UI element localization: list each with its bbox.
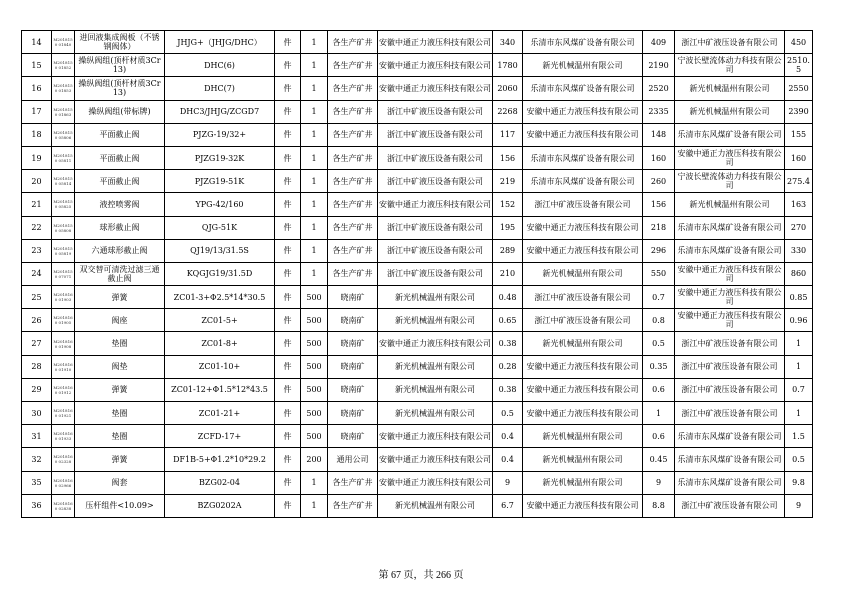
price-1-cell: 0.4 <box>493 425 523 448</box>
price-1-cell: 9 <box>493 471 523 494</box>
seq-cell: 24 <box>22 262 52 285</box>
price-2-cell: 2520 <box>643 77 675 100</box>
quantity-cell: 500 <box>301 402 328 425</box>
item-name-cell: 双交替可清洗过滤三通截止阀 <box>75 262 165 285</box>
price-2-cell: 0.7 <box>643 286 675 309</box>
supplier-1-cell: 新光机械温州有限公司 <box>378 494 493 517</box>
price-2-cell: 218 <box>643 216 675 239</box>
supplier-2-cell: 新光机械温州有限公司 <box>523 262 643 285</box>
supplier-1-cell: 新光机械温州有限公司 <box>378 309 493 332</box>
item-name-cell: 液控喷雾阀 <box>75 193 165 216</box>
material-code-cell: M2018150 05819 <box>52 239 75 262</box>
quantity-cell: 1 <box>301 216 328 239</box>
material-code-cell: M2018160 01910 <box>52 355 75 378</box>
supplier-3-cell: 安徽中通正力液压科技有限公司 <box>675 146 785 169</box>
unit-cell: 件 <box>275 332 301 355</box>
price-3-cell: 1.5 <box>785 425 813 448</box>
quantity-cell: 1 <box>301 100 328 123</box>
table-row <box>22 355 813 378</box>
price-1-cell: 0.28 <box>493 355 523 378</box>
price-3-cell: 0.7 <box>785 378 813 401</box>
price-1-cell: 0.5 <box>493 402 523 425</box>
price-1-cell: 0.48 <box>493 286 523 309</box>
unit-cell: 件 <box>275 309 301 332</box>
price-2-cell: 0.6 <box>643 378 675 401</box>
seq-cell: 20 <box>22 170 52 193</box>
supplier-3-cell: 乐清市东风煤矿设备有限公司 <box>675 216 785 239</box>
item-name-cell: 弹簧 <box>75 448 165 471</box>
supplier-3-cell: 新光机械温州有限公司 <box>675 77 785 100</box>
supplier-1-cell: 浙江中矿液压设备有限公司 <box>378 146 493 169</box>
table-row <box>22 286 813 309</box>
quantity-cell: 500 <box>301 355 328 378</box>
quantity-cell: 1 <box>301 193 328 216</box>
supplier-1-cell: 安徽中通正力液压科技有限公司 <box>378 54 493 77</box>
supplier-3-cell: 浙江中矿液压设备有限公司 <box>675 378 785 401</box>
item-name-cell: 六通球形截止阀 <box>75 239 165 262</box>
price-3-cell: 2510.5 <box>785 54 813 77</box>
supplier-3-cell: 乐清市东风煤矿设备有限公司 <box>675 123 785 146</box>
material-code-cell: M2018160 01912 <box>52 378 75 401</box>
user-unit-cell: 各生产矿井 <box>328 77 378 100</box>
supplier-1-cell: 安徽中通正力液压科技有限公司 <box>378 332 493 355</box>
supplier-2-cell: 安徽中通正力液压科技有限公司 <box>523 402 643 425</box>
price-3-cell: 1 <box>785 355 813 378</box>
table-row <box>22 77 813 100</box>
supplier-3-cell: 安徽中通正力液压科技有限公司 <box>675 309 785 332</box>
table-row <box>22 471 813 494</box>
quantity-cell: 200 <box>301 448 328 471</box>
price-2-cell: 296 <box>643 239 675 262</box>
quantity-cell: 1 <box>301 123 328 146</box>
supplier-3-cell: 乐清市东风煤矿设备有限公司 <box>675 471 785 494</box>
price-1-cell: 210 <box>493 262 523 285</box>
supplier-3-cell: 新光机械温州有限公司 <box>675 193 785 216</box>
unit-cell: 件 <box>275 425 301 448</box>
supplier-2-cell: 安徽中通正力液压科技有限公司 <box>523 239 643 262</box>
user-unit-cell: 晓南矿 <box>328 425 378 448</box>
price-2-cell: 2335 <box>643 100 675 123</box>
supplier-2-cell: 乐清市东风煤矿设备有限公司 <box>523 77 643 100</box>
spec-cell: QJG-51K <box>165 216 275 239</box>
user-unit-cell: 各生产矿井 <box>328 31 378 54</box>
seq-cell: 31 <box>22 425 52 448</box>
supplier-3-cell: 宁波长壁流体动力科技有限公司 <box>675 54 785 77</box>
spec-cell: BZG0202A <box>165 494 275 517</box>
supplier-3-cell: 浙江中矿液压设备有限公司 <box>675 31 785 54</box>
supplier-3-cell: 新光机械温州有限公司 <box>675 100 785 123</box>
seq-cell: 16 <box>22 77 52 100</box>
seq-cell: 35 <box>22 471 52 494</box>
material-code-cell: M2018150 01853 <box>52 77 75 100</box>
price-1-cell: 152 <box>493 193 523 216</box>
supplier-1-cell: 安徽中通正力液压科技有限公司 <box>378 425 493 448</box>
material-code-cell: M2018150 05814 <box>52 170 75 193</box>
price-2-cell: 0.5 <box>643 332 675 355</box>
item-name-cell: 阀垫 <box>75 355 165 378</box>
unit-cell: 件 <box>275 262 301 285</box>
material-code-cell: M2018150 05811 <box>52 146 75 169</box>
price-2-cell: 8.8 <box>643 494 675 517</box>
price-3-cell: 2390 <box>785 100 813 123</box>
supplier-3-cell: 浙江中矿液压设备有限公司 <box>675 332 785 355</box>
page-footer: 第 67 页，共 266 页 <box>378 570 464 581</box>
spec-cell: ZC01-3+Φ2.5*14*30.5 <box>165 286 275 309</box>
supplier-3-cell: 宁波长壁流体动力科技有限公司 <box>675 170 785 193</box>
seq-cell: 30 <box>22 402 52 425</box>
supplier-2-cell: 乐清市东风煤矿设备有限公司 <box>523 31 643 54</box>
quantity-cell: 500 <box>301 309 328 332</box>
unit-cell: 件 <box>275 286 301 309</box>
supplier-2-cell: 安徽中通正力液压科技有限公司 <box>523 216 643 239</box>
price-3-cell: 163 <box>785 193 813 216</box>
quantity-cell: 500 <box>301 286 328 309</box>
material-code-cell: M2018150 05806 <box>52 123 75 146</box>
item-name-cell: 压杆组件<10.09> <box>75 494 165 517</box>
user-unit-cell: 晓南矿 <box>328 378 378 401</box>
price-1-cell: 0.65 <box>493 309 523 332</box>
unit-cell: 件 <box>275 494 301 517</box>
price-3-cell: 0.96 <box>785 309 813 332</box>
table-row <box>22 402 813 425</box>
user-unit-cell: 各生产矿井 <box>328 54 378 77</box>
supplier-3-cell: 浙江中矿液压设备有限公司 <box>675 355 785 378</box>
supplier-1-cell: 安徽中通正力液压科技有限公司 <box>378 448 493 471</box>
quantity-cell: 1 <box>301 170 328 193</box>
price-2-cell: 9 <box>643 471 675 494</box>
supplier-1-cell: 浙江中矿液压设备有限公司 <box>378 170 493 193</box>
supplier-1-cell: 新光机械温州有限公司 <box>378 402 493 425</box>
supplier-1-cell: 浙江中矿液压设备有限公司 <box>378 262 493 285</box>
price-2-cell: 160 <box>643 146 675 169</box>
price-3-cell: 155 <box>785 123 813 146</box>
price-2-cell: 0.45 <box>643 448 675 471</box>
user-unit-cell: 各生产矿井 <box>328 100 378 123</box>
supplier-1-cell: 新光机械温州有限公司 <box>378 355 493 378</box>
supplier-1-cell: 新光机械温州有限公司 <box>378 378 493 401</box>
table-row <box>22 216 813 239</box>
price-3-cell: 9.8 <box>785 471 813 494</box>
supplier-1-cell: 安徽中通正力液压科技有限公司 <box>378 471 493 494</box>
user-unit-cell: 晓南矿 <box>328 309 378 332</box>
item-name-cell: 弹簧 <box>75 378 165 401</box>
quantity-cell: 1 <box>301 239 328 262</box>
unit-cell: 件 <box>275 448 301 471</box>
table-row <box>22 448 813 471</box>
user-unit-cell: 晓南矿 <box>328 332 378 355</box>
supplier-3-cell: 乐清市东风煤矿设备有限公司 <box>675 448 785 471</box>
spec-cell: ZC01-5+ <box>165 309 275 332</box>
user-unit-cell: 各生产矿井 <box>328 262 378 285</box>
supplier-1-cell: 浙江中矿液压设备有限公司 <box>378 239 493 262</box>
material-code-cell: M2018160 01908 <box>52 332 75 355</box>
spec-cell: DHC(7) <box>165 77 275 100</box>
unit-cell: 件 <box>275 100 301 123</box>
user-unit-cell: 晓南矿 <box>328 286 378 309</box>
price-3-cell: 9 <box>785 494 813 517</box>
material-code-cell: M2018160 02838 <box>52 494 75 517</box>
table-row <box>22 309 813 332</box>
table-row <box>22 378 813 401</box>
material-code-cell: M2018160 01903 <box>52 286 75 309</box>
supplier-3-cell: 安徽中通正力液压科技有限公司 <box>675 262 785 285</box>
supplier-3-cell: 浙江中矿液压设备有限公司 <box>675 402 785 425</box>
supplier-2-cell: 浙江中矿液压设备有限公司 <box>523 193 643 216</box>
supplier-2-cell: 新光机械温州有限公司 <box>523 54 643 77</box>
seq-cell: 28 <box>22 355 52 378</box>
supplier-2-cell: 新光机械温州有限公司 <box>523 471 643 494</box>
unit-cell: 件 <box>275 77 301 100</box>
item-name-cell: 平面截止阀 <box>75 123 165 146</box>
item-name-cell: 平面截止阀 <box>75 170 165 193</box>
unit-cell: 件 <box>275 378 301 401</box>
spec-cell: ZC01-10+ <box>165 355 275 378</box>
spec-cell: PJZG-19/32+ <box>165 123 275 146</box>
unit-cell: 件 <box>275 471 301 494</box>
seq-cell: 32 <box>22 448 52 471</box>
item-name-cell: 弹簧 <box>75 286 165 309</box>
seq-cell: 14 <box>22 31 52 54</box>
price-1-cell: 289 <box>493 239 523 262</box>
spec-cell: BZG02-04 <box>165 471 275 494</box>
price-1-cell: 6.7 <box>493 494 523 517</box>
unit-cell: 件 <box>275 170 301 193</box>
user-unit-cell: 通用公司 <box>328 448 378 471</box>
table-row <box>22 262 813 285</box>
price-2-cell: 0.35 <box>643 355 675 378</box>
seq-cell: 25 <box>22 286 52 309</box>
table-body <box>22 31 813 518</box>
material-code-cell: M2018150 07071 <box>52 262 75 285</box>
item-name-cell: 操纵阀组(顶杆材质3Cr13) <box>75 54 165 77</box>
item-name-cell: 平面截止阀 <box>75 146 165 169</box>
user-unit-cell: 各生产矿井 <box>328 123 378 146</box>
table-row <box>22 425 813 448</box>
price-1-cell: 2060 <box>493 77 523 100</box>
material-code-cell: M2018150 01840 <box>52 31 75 54</box>
quantity-cell: 1 <box>301 31 328 54</box>
item-name-cell: 垫圈 <box>75 402 165 425</box>
spec-cell: ZC01-8+ <box>165 332 275 355</box>
price-1-cell: 0.38 <box>493 332 523 355</box>
quantity-cell: 1 <box>301 146 328 169</box>
spec-cell: KQGJG19/31.5D <box>165 262 275 285</box>
price-1-cell: 156 <box>493 146 523 169</box>
price-3-cell: 450 <box>785 31 813 54</box>
supplier-2-cell: 安徽中通正力液压科技有限公司 <box>523 355 643 378</box>
user-unit-cell: 各生产矿井 <box>328 193 378 216</box>
quantity-cell: 1 <box>301 77 328 100</box>
price-1-cell: 0.4 <box>493 448 523 471</box>
price-1-cell: 195 <box>493 216 523 239</box>
table-row <box>22 170 813 193</box>
price-3-cell: 0.85 <box>785 286 813 309</box>
price-2-cell: 550 <box>643 262 675 285</box>
supplier-1-cell: 新光机械温州有限公司 <box>378 286 493 309</box>
supplier-3-cell: 浙江中矿液压设备有限公司 <box>675 494 785 517</box>
item-name-cell: 垫圈 <box>75 425 165 448</box>
seq-cell: 22 <box>22 216 52 239</box>
material-code-cell: M2018160 01921 <box>52 402 75 425</box>
table-row <box>22 146 813 169</box>
table-row <box>22 193 813 216</box>
unit-cell: 件 <box>275 239 301 262</box>
supplier-3-cell: 乐清市东风煤矿设备有限公司 <box>675 239 785 262</box>
spec-cell: PJZG19-51K <box>165 170 275 193</box>
material-code-cell: M2018150 01863 <box>52 100 75 123</box>
spec-cell: YPG-42/160 <box>165 193 275 216</box>
item-name-cell: 阀套 <box>75 471 165 494</box>
price-1-cell: 0.38 <box>493 378 523 401</box>
seq-cell: 19 <box>22 146 52 169</box>
seq-cell: 21 <box>22 193 52 216</box>
seq-cell: 26 <box>22 309 52 332</box>
supplier-3-cell: 安徽中通正力液压科技有限公司 <box>675 286 785 309</box>
supplier-2-cell: 浙江中矿液压设备有限公司 <box>523 286 643 309</box>
spec-cell: DHC3/JHJG/ZCGD7 <box>165 100 275 123</box>
item-name-cell: 垫圈 <box>75 332 165 355</box>
table-row <box>22 54 813 77</box>
item-name-cell: 进回液集成阀板（不锈钢阀体） <box>75 31 165 54</box>
table-row <box>22 100 813 123</box>
price-3-cell: 0.5 <box>785 448 813 471</box>
spec-cell: ZCFD-17+ <box>165 425 275 448</box>
price-2-cell: 148 <box>643 123 675 146</box>
item-name-cell: 阀座 <box>75 309 165 332</box>
price-3-cell: 275.4 <box>785 170 813 193</box>
spec-cell: QJ19/13/31.5S <box>165 239 275 262</box>
table-row <box>22 494 813 517</box>
price-2-cell: 260 <box>643 170 675 193</box>
seq-cell: 23 <box>22 239 52 262</box>
unit-cell: 件 <box>275 123 301 146</box>
price-2-cell: 0.6 <box>643 425 675 448</box>
table-row <box>22 123 813 146</box>
seq-cell: 29 <box>22 378 52 401</box>
unit-cell: 件 <box>275 216 301 239</box>
supplier-1-cell: 安徽中通正力液压科技有限公司 <box>378 77 493 100</box>
table-row <box>22 239 813 262</box>
unit-cell: 件 <box>275 31 301 54</box>
price-1-cell: 117 <box>493 123 523 146</box>
user-unit-cell: 各生产矿井 <box>328 494 378 517</box>
user-unit-cell: 各生产矿井 <box>328 146 378 169</box>
unit-cell: 件 <box>275 54 301 77</box>
supplier-1-cell: 安徽中通正力液压科技有限公司 <box>378 31 493 54</box>
quantity-cell: 1 <box>301 54 328 77</box>
price-3-cell: 1 <box>785 332 813 355</box>
table-row <box>22 31 813 54</box>
price-1-cell: 2268 <box>493 100 523 123</box>
quantity-cell: 500 <box>301 425 328 448</box>
price-1-cell: 340 <box>493 31 523 54</box>
material-code-cell: M2018160 01905 <box>52 309 75 332</box>
unit-cell: 件 <box>275 146 301 169</box>
user-unit-cell: 各生产矿井 <box>328 239 378 262</box>
price-3-cell: 330 <box>785 239 813 262</box>
supplier-3-cell: 乐清市东风煤矿设备有限公司 <box>675 425 785 448</box>
supplier-2-cell: 安徽中通正力液压科技有限公司 <box>523 494 643 517</box>
supplier-2-cell: 乐清市东风煤矿设备有限公司 <box>523 170 643 193</box>
supplier-2-cell: 新光机械温州有限公司 <box>523 448 643 471</box>
user-unit-cell: 各生产矿井 <box>328 216 378 239</box>
supplier-1-cell: 安徽中通正力液压科技有限公司 <box>378 193 493 216</box>
spec-cell: PJZG19-32K <box>165 146 275 169</box>
price-3-cell: 270 <box>785 216 813 239</box>
material-code-cell: M2018150 05808 <box>52 216 75 239</box>
price-3-cell: 1 <box>785 402 813 425</box>
item-name-cell: 球形截止阀 <box>75 216 165 239</box>
quantity-cell: 1 <box>301 262 328 285</box>
user-unit-cell: 晓南矿 <box>328 355 378 378</box>
table-row <box>22 332 813 355</box>
spec-cell: DF1B-5+Φ1.2*10*29.2 <box>165 448 275 471</box>
supplier-1-cell: 浙江中矿液压设备有限公司 <box>378 100 493 123</box>
user-unit-cell: 各生产矿井 <box>328 170 378 193</box>
price-3-cell: 2550 <box>785 77 813 100</box>
quantity-cell: 500 <box>301 378 328 401</box>
price-2-cell: 0.8 <box>643 309 675 332</box>
price-3-cell: 860 <box>785 262 813 285</box>
supplier-2-cell: 新光机械温州有限公司 <box>523 332 643 355</box>
supplier-1-cell: 浙江中矿液压设备有限公司 <box>378 216 493 239</box>
supplier-2-cell: 新光机械温州有限公司 <box>523 425 643 448</box>
price-2-cell: 409 <box>643 31 675 54</box>
item-name-cell: 操纵阀组(顶杆材质3Cr13) <box>75 77 165 100</box>
price-1-cell: 219 <box>493 170 523 193</box>
unit-cell: 件 <box>275 193 301 216</box>
seq-cell: 18 <box>22 123 52 146</box>
price-2-cell: 1 <box>643 402 675 425</box>
seq-cell: 17 <box>22 100 52 123</box>
material-code-cell: M2018160 02966 <box>52 471 75 494</box>
supplier-1-cell: 浙江中矿液压设备有限公司 <box>378 123 493 146</box>
seq-cell: 15 <box>22 54 52 77</box>
price-2-cell: 2190 <box>643 54 675 77</box>
price-2-cell: 156 <box>643 193 675 216</box>
quantity-cell: 500 <box>301 332 328 355</box>
material-code-cell: M2018160 01933 <box>52 425 75 448</box>
material-code-cell: M2018160 02328 <box>52 448 75 471</box>
bid-comparison-table <box>21 30 813 518</box>
spec-cell: JHJG+（JHJG/DHC） <box>165 31 275 54</box>
seq-cell: 27 <box>22 332 52 355</box>
user-unit-cell: 晓南矿 <box>328 402 378 425</box>
supplier-2-cell: 安徽中通正力液压科技有限公司 <box>523 123 643 146</box>
unit-cell: 件 <box>275 402 301 425</box>
user-unit-cell: 各生产矿井 <box>328 471 378 494</box>
spec-cell: ZC01-21+ <box>165 402 275 425</box>
price-3-cell: 160 <box>785 146 813 169</box>
quantity-cell: 1 <box>301 494 328 517</box>
spec-cell: DHC(6) <box>165 54 275 77</box>
supplier-2-cell: 安徽中通正力液压科技有限公司 <box>523 378 643 401</box>
supplier-2-cell: 安徽中通正力液压科技有限公司 <box>523 100 643 123</box>
item-name-cell: 操纵阀组(带标牌) <box>75 100 165 123</box>
supplier-2-cell: 浙江中矿液压设备有限公司 <box>523 309 643 332</box>
material-code-cell: M2018150 05825 <box>52 193 75 216</box>
supplier-2-cell: 乐清市东风煤矿设备有限公司 <box>523 146 643 169</box>
seq-cell: 36 <box>22 494 52 517</box>
spec-cell: ZC01-12+Φ1.5*12*43.5 <box>165 378 275 401</box>
price-1-cell: 1780 <box>493 54 523 77</box>
material-code-cell: M2018150 01852 <box>52 54 75 77</box>
unit-cell: 件 <box>275 355 301 378</box>
quantity-cell: 1 <box>301 471 328 494</box>
